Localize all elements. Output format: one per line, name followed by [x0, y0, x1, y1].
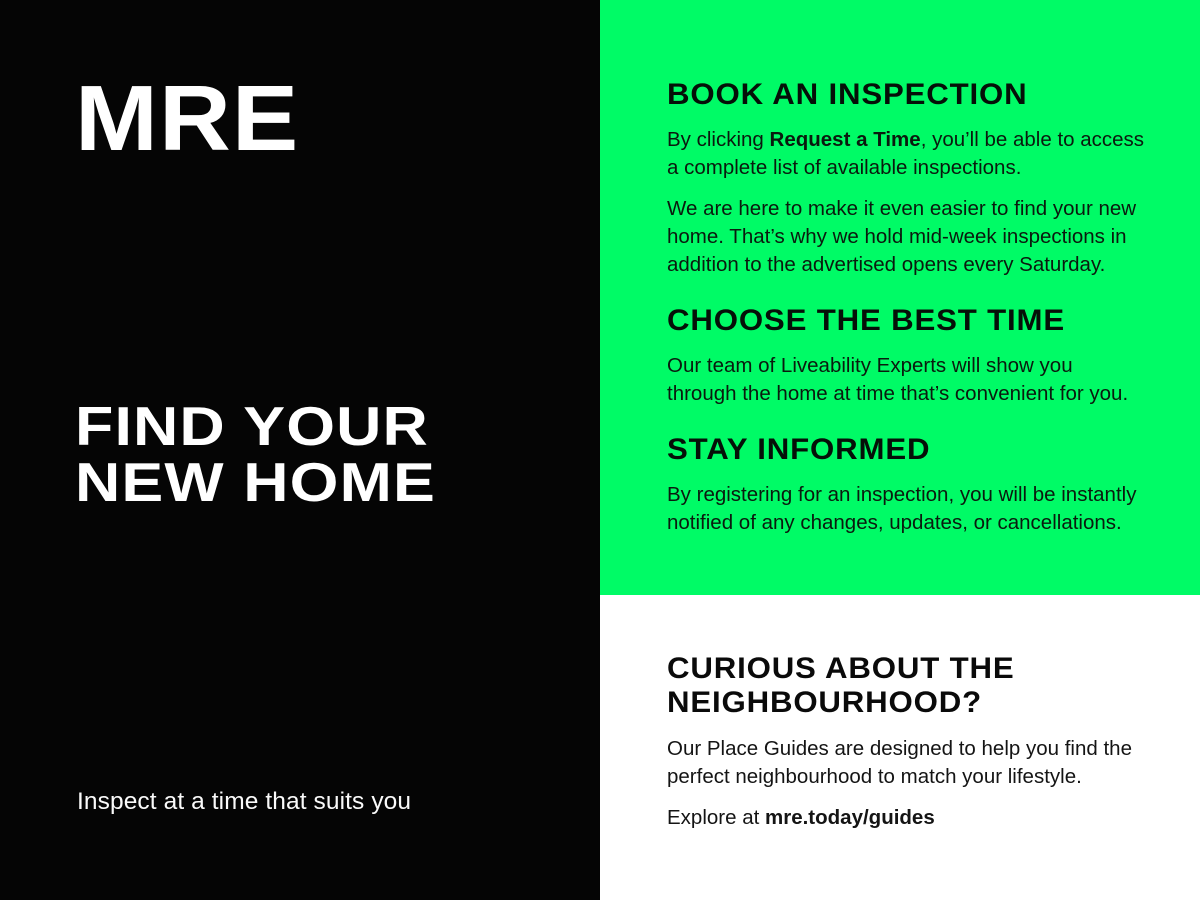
book-inspection-paragraph-2: We are here to make it even easier to find your new home. That’s why we hold mid-week inspections in addition to the advertised opens every Saturday. [667, 197, 1137, 276]
book-inspection-heading: BOOK AN INSPECTION [667, 78, 1028, 111]
explore-prefix: Explore at [667, 806, 765, 829]
choose-best-time-paragraph: Our team of Liveability Experts will show you through the home at time that’s convenient for you. [667, 354, 1129, 405]
request-a-time-emphasis: Request a Time [769, 128, 921, 151]
inspection-info-panel [600, 0, 1200, 595]
tagline: Inspect at a time that suits you [77, 788, 412, 815]
stay-informed-heading: STAY INFORMED [667, 433, 931, 466]
stay-informed-paragraph: By registering for an inspection, you will be instantly notified of any changes, updates, or cancellations. [667, 483, 1137, 534]
curious-heading-line-2: NEIGHBOURHOOD? [667, 686, 982, 719]
headline-line-2: NEW HOME [75, 451, 436, 513]
book-inspection-paragraph-1 [667, 126, 1145, 182]
brand-logo: MRE [75, 66, 300, 170]
place-guides-paragraph: Our Place Guides are designed to help you find the perfect neighbourhood to match your lifestyle. [667, 737, 1132, 788]
curious-heading [667, 652, 1164, 720]
neighbourhood-panel [600, 595, 1200, 900]
guides-url: mre.today/guides [765, 806, 935, 829]
book-p1-prefix: By clicking [667, 128, 770, 151]
headline-line-1: FIND YOUR [75, 395, 429, 457]
explore-line [667, 804, 1145, 832]
right-column [600, 0, 1200, 900]
book-p1-suffix: , you’ll be able to access a complete list of available inspections. [667, 128, 1145, 179]
curious-heading-line-1: CURIOUS ABOUT THE [667, 652, 1015, 685]
choose-best-time-heading: CHOOSE THE BEST TIME [667, 304, 1066, 337]
headline [75, 395, 436, 513]
